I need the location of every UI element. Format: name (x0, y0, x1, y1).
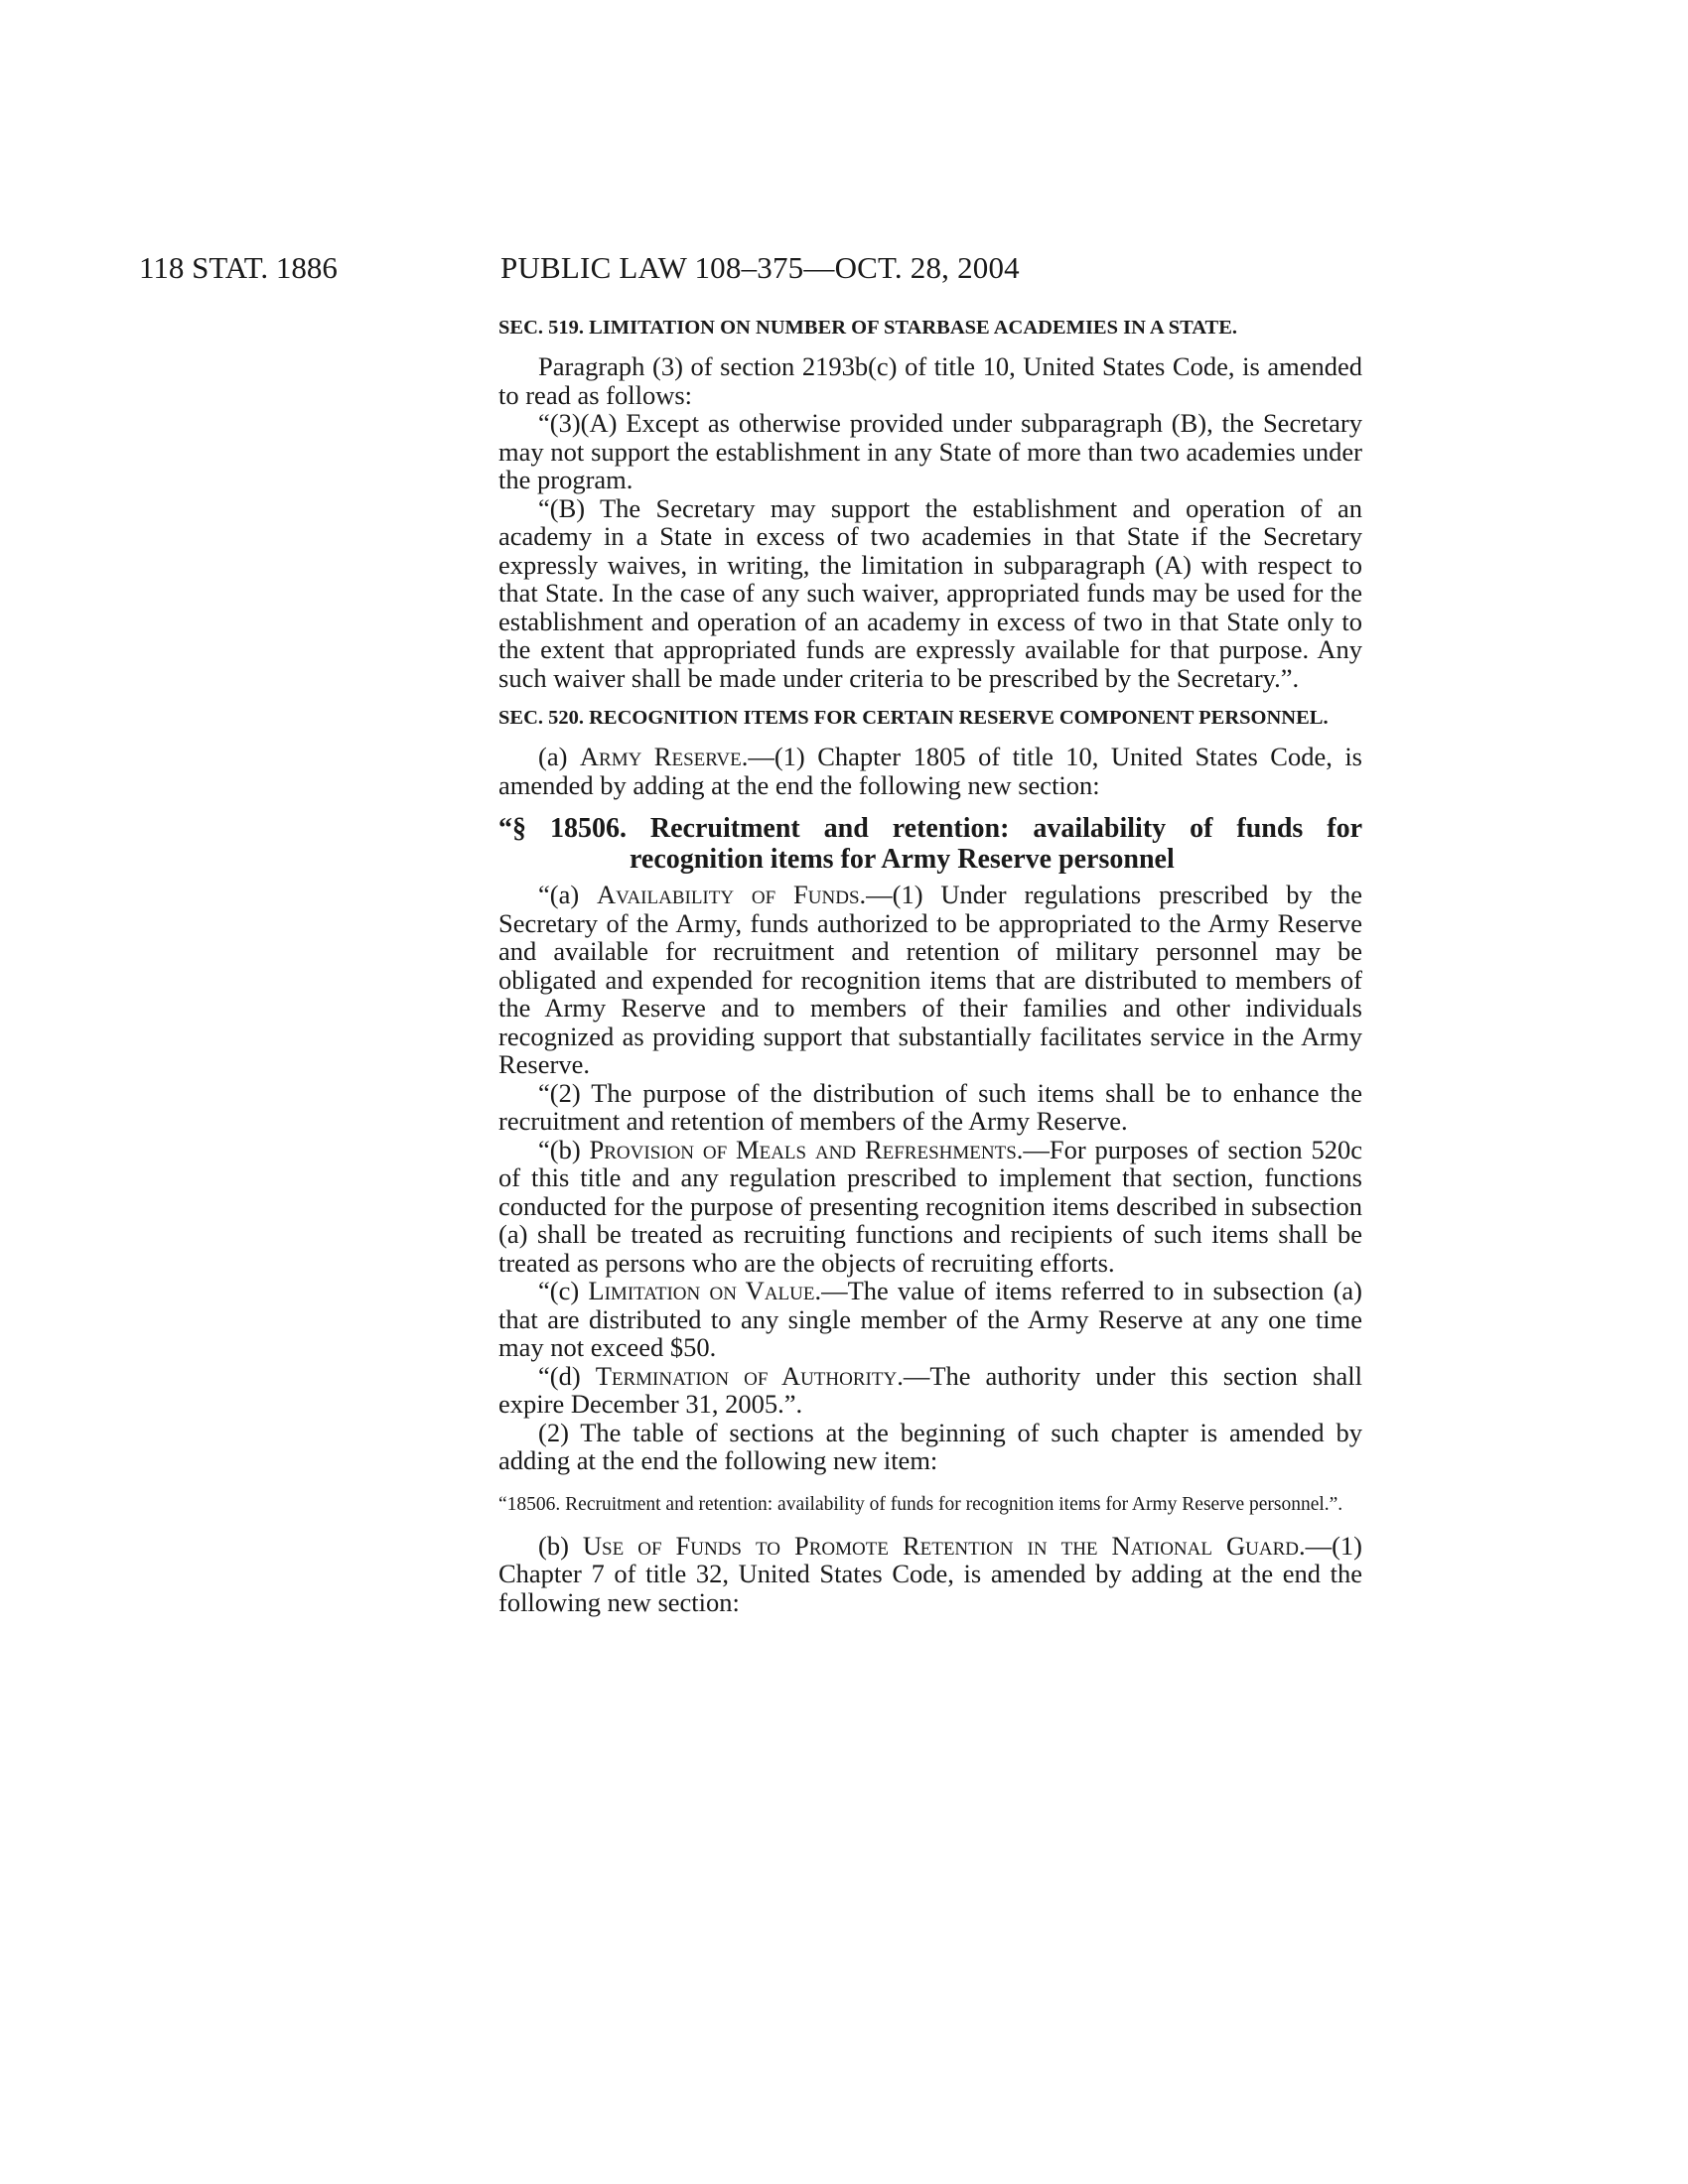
section-18506-subsection-b: “(b) Provision of Meals and Refreshments.—For purposes of section 520c of this title and any regulation prescribed to implement that section, functions conducted for the purpose of presenting recognition items described in subsection (a) shall be treated as recruiting functions and recipients of such items shall be treated as persons who are the objects of recruiting efforts. (498, 1134, 1362, 1278)
section-18506-subsection-c: “(c) Limitation on Value.—The value of items referred to in subsection (a) that are distributed to any single member of the Army Reserve at any one time may not exceed $50. (498, 1276, 1362, 1362)
table-of-sections-item: “18506. Recruitment and retention: availability of funds for recognition items for Army Reserve personnel.”. (498, 1493, 1343, 1515)
section-18506-subsection-d: “(d) Termination of Authority.—The authority under this section shall expire December 31, 2005.”. (498, 1360, 1362, 1419)
section-18506-title: “§ 18506. Recruitment and retention: availability of funds for recognition items for Army Reserve personnel (498, 813, 1362, 875)
limitation-on-value-caption: Limitation on Value (588, 1276, 815, 1305)
document-body (498, 316, 1362, 1616)
sec-519-para-b: “(B) The Secretary may support the establishment and operation of an academy in a State in excess of two academies in that State if the Secretary expressly waives, in writing, the limitation in subparagraph (A) with respect to that State. In the case of any such waiver, appropriated funds may be used for the establishment and operation of an academy in excess of two in that State only to the extent that appropriated funds are expressly available for that purpose. Any such waiver shall be made under criteria to be prescribed by the Secretary.”. (498, 492, 1362, 693)
sec-519-para-a: “(3)(A) Except as otherwise provided under subparagraph (B), the Secretary may not support the establishment in any State of more than two academies under the program. (498, 408, 1362, 494)
public-law-title: PUBLIC LAW 108–375—OCT. 28, 2004 (500, 250, 1020, 285)
sec-520-subsection-a-2: (2) The table of sections at the beginning of such chapter is amended by adding at the end the following new item: (498, 1417, 1362, 1475)
sec-519-intro: Paragraph (3) of section 2193b(c) of title 10, United States Code, is amended to read as follows: (498, 351, 1362, 410)
national-guard-caption: Use of Funds to Promote Retention in the National Guard (582, 1530, 1299, 1561)
sec-520-subsection-b: (b) Use of Funds to Promote Retention in the National Guard.—(1) Chapter 7 of title 32, United States Code, is amended by adding at the end the following new section: (498, 1530, 1362, 1617)
availability-of-funds-caption: Availability of Funds (597, 880, 860, 909)
sec-519-heading: SEC. 519. LIMITATION ON NUMBER OF STARBASE ACADEMIES IN A STATE. (498, 317, 1238, 339)
page-header (139, 248, 1370, 288)
sec-520-subsection-a: (a) Army Reserve.—(1) Chapter 1805 of title 10, United States Code, is amended by adding at the end the following new section: (498, 742, 1362, 800)
stat-reference: 118 STAT. 1886 (139, 250, 338, 285)
termination-caption: Termination of Authority (595, 1360, 898, 1391)
meals-refreshments-caption: Provision of Meals and Refreshments (589, 1134, 1017, 1164)
army-reserve-caption: Army Reserve (579, 742, 742, 771)
section-18506-subsection-a-2: “(2) The purpose of the distribution of such items shall be to enhance the recruitment and retention of members of the Army Reserve. (498, 1077, 1362, 1136)
section-18506-subsection-a: “(a) Availability of Funds.—(1) Under regulations prescribed by the Secretary of the Army, funds authorized to be appropriated to the Army Reserve and available for recruitment and retention of military personnel may be obligated and expended for recognition items that are distributed to members of the Army Reserve and to members of their families and other individuals recognized as providing support that substantially facilitates service in the Army Reserve. (498, 880, 1362, 1079)
sec-520-heading: SEC. 520. RECOGNITION ITEMS FOR CERTAIN RESERVE COMPONENT PERSONNEL. (498, 707, 1329, 729)
